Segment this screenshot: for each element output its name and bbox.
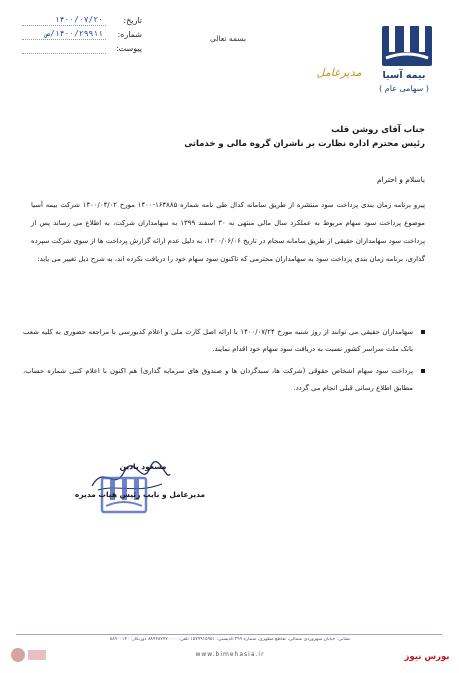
attachment-value bbox=[22, 43, 106, 54]
attachment-label: پیوست: bbox=[115, 43, 142, 53]
bime-asia-logo-icon bbox=[380, 24, 434, 68]
brand-name: بیمه آسیا bbox=[382, 70, 426, 81]
date-value: ۱۴۰۰/۰۷/۲۰ bbox=[22, 15, 106, 26]
brand-subtitle: ( سهامی عام ) bbox=[379, 84, 429, 93]
bullet-text: سهامداران حقیقی می توانند از روز شنبه مورخ ۱۴۰۰/۰۷/۲۴ با ارائه اصل کارت ملی و اعلام کدبورسی با مراجعه حضوری به کلیه شعب بانک ملت سراسر کشور نسبت به دریافت سود سهام خود اقدام نمایند. bbox=[23, 328, 414, 353]
number-label: شماره: bbox=[117, 29, 142, 39]
number-row bbox=[22, 28, 142, 40]
bismillah: بسمه تعالی bbox=[209, 34, 247, 43]
list-item bbox=[23, 363, 425, 396]
addressee-line-2: رئیس محترم اداره نظارت بر ناشران گروه مالی و خدماتی bbox=[184, 139, 425, 149]
list-item bbox=[23, 324, 425, 357]
letter-meta bbox=[22, 14, 142, 56]
addressee bbox=[65, 123, 425, 151]
header-ceo-title: مدیرعامل bbox=[316, 66, 362, 79]
bullet-list bbox=[23, 324, 425, 402]
footer-address: نشانی: خیابان سهروردی شمالی، تقاطع مطهری، شماره ۲۹۹ کدپستی: ۱۵۷۹۹۱۵۹۵۱ تلفن: ۰۰ - ۸۸۹۴۸۷۷۷ دورنگار: ۸۸۹۰۰۱۴۰ bbox=[109, 637, 351, 642]
number-value: ۱۴۰۰/۲۹۹۱۱/ص bbox=[22, 29, 106, 40]
bullet-icon bbox=[421, 330, 425, 334]
signatory-name: مسعود بادین bbox=[119, 462, 167, 471]
footer-divider bbox=[16, 634, 442, 635]
bullet-icon bbox=[421, 369, 425, 373]
greeting: باسلام و احترام bbox=[376, 175, 425, 184]
bourse-news-watermark: بورس نیوز bbox=[404, 652, 450, 662]
footer-website: www.bimehasia.ir bbox=[195, 651, 265, 658]
date-label: تاریخ: bbox=[123, 15, 142, 25]
date-row bbox=[22, 14, 142, 26]
signatory-position: مدیرعامل و نایب رئیس هیات مدیره bbox=[74, 490, 206, 499]
footer-emblem-icon bbox=[8, 644, 52, 666]
bullet-text: پرداخت سود سهام اشخاص حقوقی (شرکت ها، سبدگردان ها و صندوق های سرمایه گذاری) هم اکنون با اعلام کتبی شماره حساب، مطابق اطلاع رسانی قبلی انجام می گردد. bbox=[23, 367, 413, 392]
attachment-row bbox=[22, 42, 142, 54]
addressee-line-1: جناب آقای روشن قلب bbox=[331, 125, 425, 135]
body-paragraph: پیرو برنامه زمان بندی پرداخت سود منتشره از طریق سامانه کدال طی نامه شماره ۱۶۴۸۸۵-۱۴۰۰ مورخ ۱۴۰۰/۰۴/۰۲ شرکت بیمه آسیا موضوع پرداخت سود سهام مربوط به عملکرد سال مالی منتهی به ۳۰ اسفند ۱۳۹۹ به سهامداران شرکت، به اطلاع می رساند پس از پرداخت سود سهامداران حقیقی از طریق سامانه سجام در تاریخ ۱۴۰۰/۰۶/۰۶، به دلیل عدم ارائه گزارش پرداخت ها از سوی شرکت سپرده گذاری، برنامه زمان بندی پرداخت سود به سهامداران محترمی که تاکنون سود سهام خود را دریافت نکرده اند، به شرح ذیل تغییر می یابد: bbox=[31, 201, 425, 263]
